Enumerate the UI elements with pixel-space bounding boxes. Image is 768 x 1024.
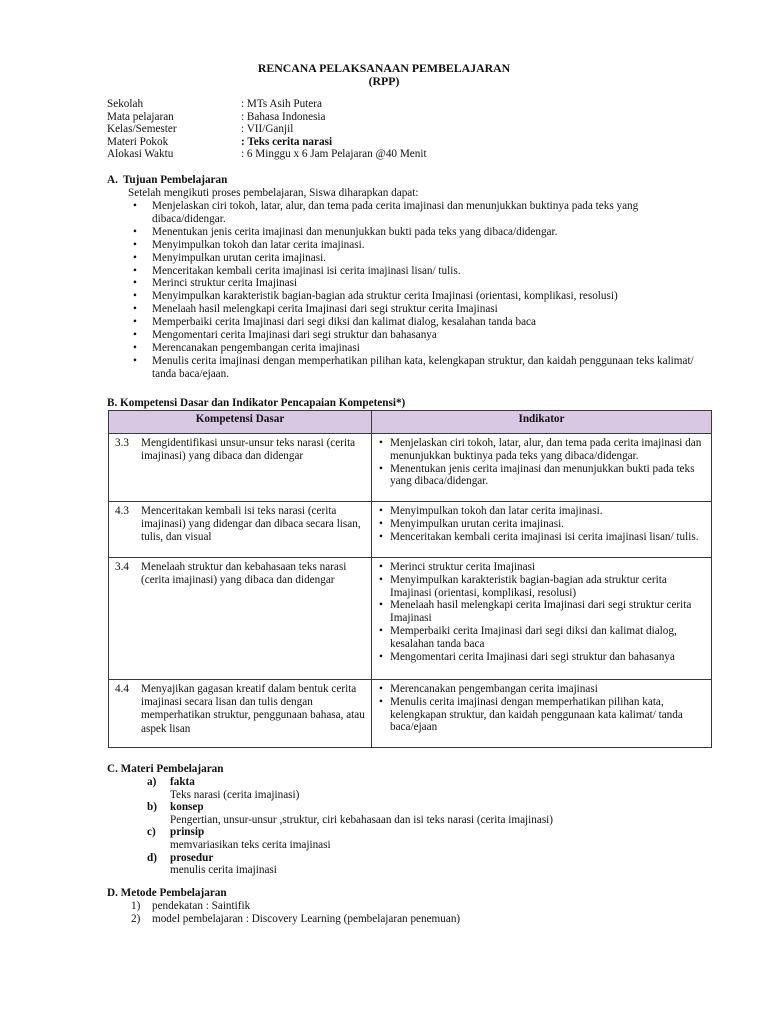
info-row-topic [107,136,427,149]
indicator-item: • Menulis cerita imajinasi dengan memperhatikan pilihan kata, kelengkapan struktur, dan kaidah penggunaan kata kalimat/ tanda baca/ejaan [378,696,706,734]
section-letter: A. [107,174,118,186]
indicator-item: • Menyimpulkan karakteristik bagian-bagian ada struktur cerita Imajinasi (orientasi, komplikasi, resolusi) [378,574,706,600]
method-text: pendekatan : Saintifik [152,900,251,912]
table-row [109,502,712,558]
material-letter: b) [147,801,157,814]
title-main: RENCANA PELAKSANAAN PEMBELAJARAN [257,61,511,75]
competency-cell [109,680,372,748]
competency-number: 4.4 [115,683,129,695]
indicator-item: • Mengomentari cerita Imajinasi dari segi struktur dan bahasanya [378,651,706,664]
material-description: Teks narasi (cerita imajinasi) [170,788,300,801]
indicator-cell [372,502,712,558]
method-text: model pembelajaran : Discovery Learning (pembelajaran penemuan) [152,912,461,925]
material-label: konsep [170,801,204,814]
competency-text: Mengidentifikasi unsur-unsur teks narasi (cerita imajinasi) yang dibaca dan didengar [141,437,356,463]
info-label: Alokasi Waktu [107,148,174,161]
section-heading [107,174,707,187]
material-description: memvariasikan teks cerita imajinasi [170,838,331,851]
list-item: • Menceritakan kembali cerita imajinasi isi cerita imajinasi lisan/ tulis. [107,265,707,278]
info-value: : Bahasa Indonesia [241,110,326,123]
material-item [107,852,727,865]
indicator-item: • Menceritakan kembali cerita imajinasi isi cerita imajinasi lisan/ tulis. [378,531,706,544]
list-item: • Merinci struktur cerita Imajinasi [107,277,707,290]
material-letter: a) [147,776,157,788]
indicator-item: • Menjelaskan ciri tokoh, latar, alur, dan tema pada cerita imajinasi dan menunjukkan buktinya pada teks yang dibaca/didengar. [378,437,706,463]
list-item: • Mengomentari cerita Imajinasi dari segi struktur dan bahasanya [107,329,707,342]
info-row-time [107,148,427,161]
indicator-item: • Menentukan jenis cerita imajinasi dan menunjukkan bukti pada teks yang dibaca/didengar. [378,463,706,489]
section-competency-heading: B. Kompetensi Dasar dan Indikator Pencapaian Kompetensi*) [107,397,406,409]
indicator-cell [372,680,712,748]
column-header-competency: Kompetensi Dasar [109,411,372,434]
material-item [107,776,727,789]
competency-cell [109,434,372,502]
section-title: C. Materi Pembelajaran [107,763,224,775]
method-item [107,913,727,926]
material-item [107,826,727,839]
section-materials [107,763,727,877]
section-title: D. Metode Pembelajaran [107,887,227,899]
competency-number: 3.4 [115,561,129,573]
material-item [107,801,727,814]
table-row [109,434,712,502]
list-item: • Menentukan jenis cerita imajinasi dan menunjukkan bukti pada teks yang dibaca/didengar. [107,226,707,239]
table-header-row [109,411,712,434]
list-item: • Menyimpulkan karakteristik bagian-bagian ada struktur cerita Imajinasi (orientasi, komplikasi, resolusi) [107,290,707,303]
competency-cell [109,502,372,558]
material-label: prinsip [170,826,205,839]
indicator-item: • Menyimpulkan urutan cerita imajinasi. [378,518,706,531]
info-label: Materi Pokok [107,135,169,148]
section-intro: Setelah mengikuti proses pembelajaran, Siswa diharapkan dapat: [128,187,419,199]
list-item: • Menelaah hasil melengkapi cerita Imajinasi dari segi struktur cerita Imajinasi [107,303,707,316]
competency-text: Menceritakan kembali isi teks narasi (cerita imajinasi) yang didengar dan dibaca secara lisan, tulis, dan visual [141,505,361,544]
indicator-cell [372,434,712,502]
info-label: Kelas/Semester [107,123,177,136]
method-item [107,900,727,913]
indicator-cell [372,558,712,680]
indicator-item: • Merencanakan pengembangan cerita imajinasi [378,683,706,696]
material-description: Pengertian, unsur-unsur ,struktur, ciri kebahasaan dan isi teks narasi (cerita imajinasi) [170,813,554,826]
list-item: • Memperbaiki cerita Imajinasi dari segi diksi dan kalimat dialog, kesalahan tanda baca [107,316,707,329]
method-number: 2) [131,912,141,925]
method-number: 1) [131,900,141,912]
section-methods [107,887,727,925]
list-item: • Menulis cerita imajinasi dengan memperhatikan pilihan kata, kelengkapan struktur, dan kaidah penggunaan teks kalimat/ tanda baca/ejaan. [107,355,707,381]
list-item: • Merencanakan pengembangan cerita imajinasi [107,342,707,355]
title-sub: (RPP) [368,74,400,88]
material-letter: c) [147,826,156,839]
section-objectives [107,174,707,381]
info-row-school [107,98,427,111]
info-row-subject [107,111,427,124]
competency-number: 4.3 [115,505,129,517]
material-letter: d) [147,851,157,864]
info-row-class [107,123,427,136]
info-value: : MTs Asih Putera [241,98,322,110]
info-label: Sekolah [107,98,144,110]
column-header-indicator: Indikator [372,411,712,434]
indicator-item: • Memperbaiki cerita Imajinasi dari segi diksi dan kalimat dialog, kesalahan tanda baca [378,625,706,651]
table-row [109,680,712,748]
list-item: • Menyimpulkan urutan cerita imajinasi. [107,252,707,265]
list-item: • Menyimpulkan tokoh dan latar cerita imajinasi. [107,239,707,252]
competency-number: 3.3 [115,437,129,449]
info-value: : VII/Ganjil [241,123,294,136]
info-label: Mata pelajaran [107,110,174,123]
list-item: • Menjelaskan ciri tokoh, latar, alur, dan tema pada cerita imajinasi dan menunjukkan buktinya pada teks yang dibaca/didengar. [107,200,707,226]
info-value: : Teks cerita narasi [241,135,333,148]
material-label: fakta [170,776,195,788]
document-title [0,62,768,88]
objective-list [107,200,707,381]
indicator-item: • Menelaah hasil melengkapi cerita Imajinasi dari segi struktur cerita Imajinasi [378,599,706,625]
indicator-item: • Menyimpulkan tokoh dan latar cerita imajinasi. [378,505,706,518]
material-label: prosedur [170,851,214,864]
info-value: : 6 Minggu x 6 Jam Pelajaran @40 Menit [241,148,427,161]
competency-table [108,410,712,748]
indicator-item: • Merinci struktur cerita Imajinasi [378,561,706,574]
identity-block [107,98,427,161]
competency-text: Menelaah struktur dan kebahasaan teks narasi (cerita imajinasi) yang dibaca dan didengar [141,561,347,587]
section-title: Tujuan Pembelajaran [123,174,228,186]
material-description: menulis cerita imajinasi [170,864,277,877]
competency-text: Menyajikan gagasan kreatif dalam bentuk cerita imajinasi secara lisan dan tulis dengan memperhatikan struktur, penggunaan bahasa, atau aspek lisan [141,683,365,735]
table-row [109,558,712,680]
competency-cell [109,558,372,680]
